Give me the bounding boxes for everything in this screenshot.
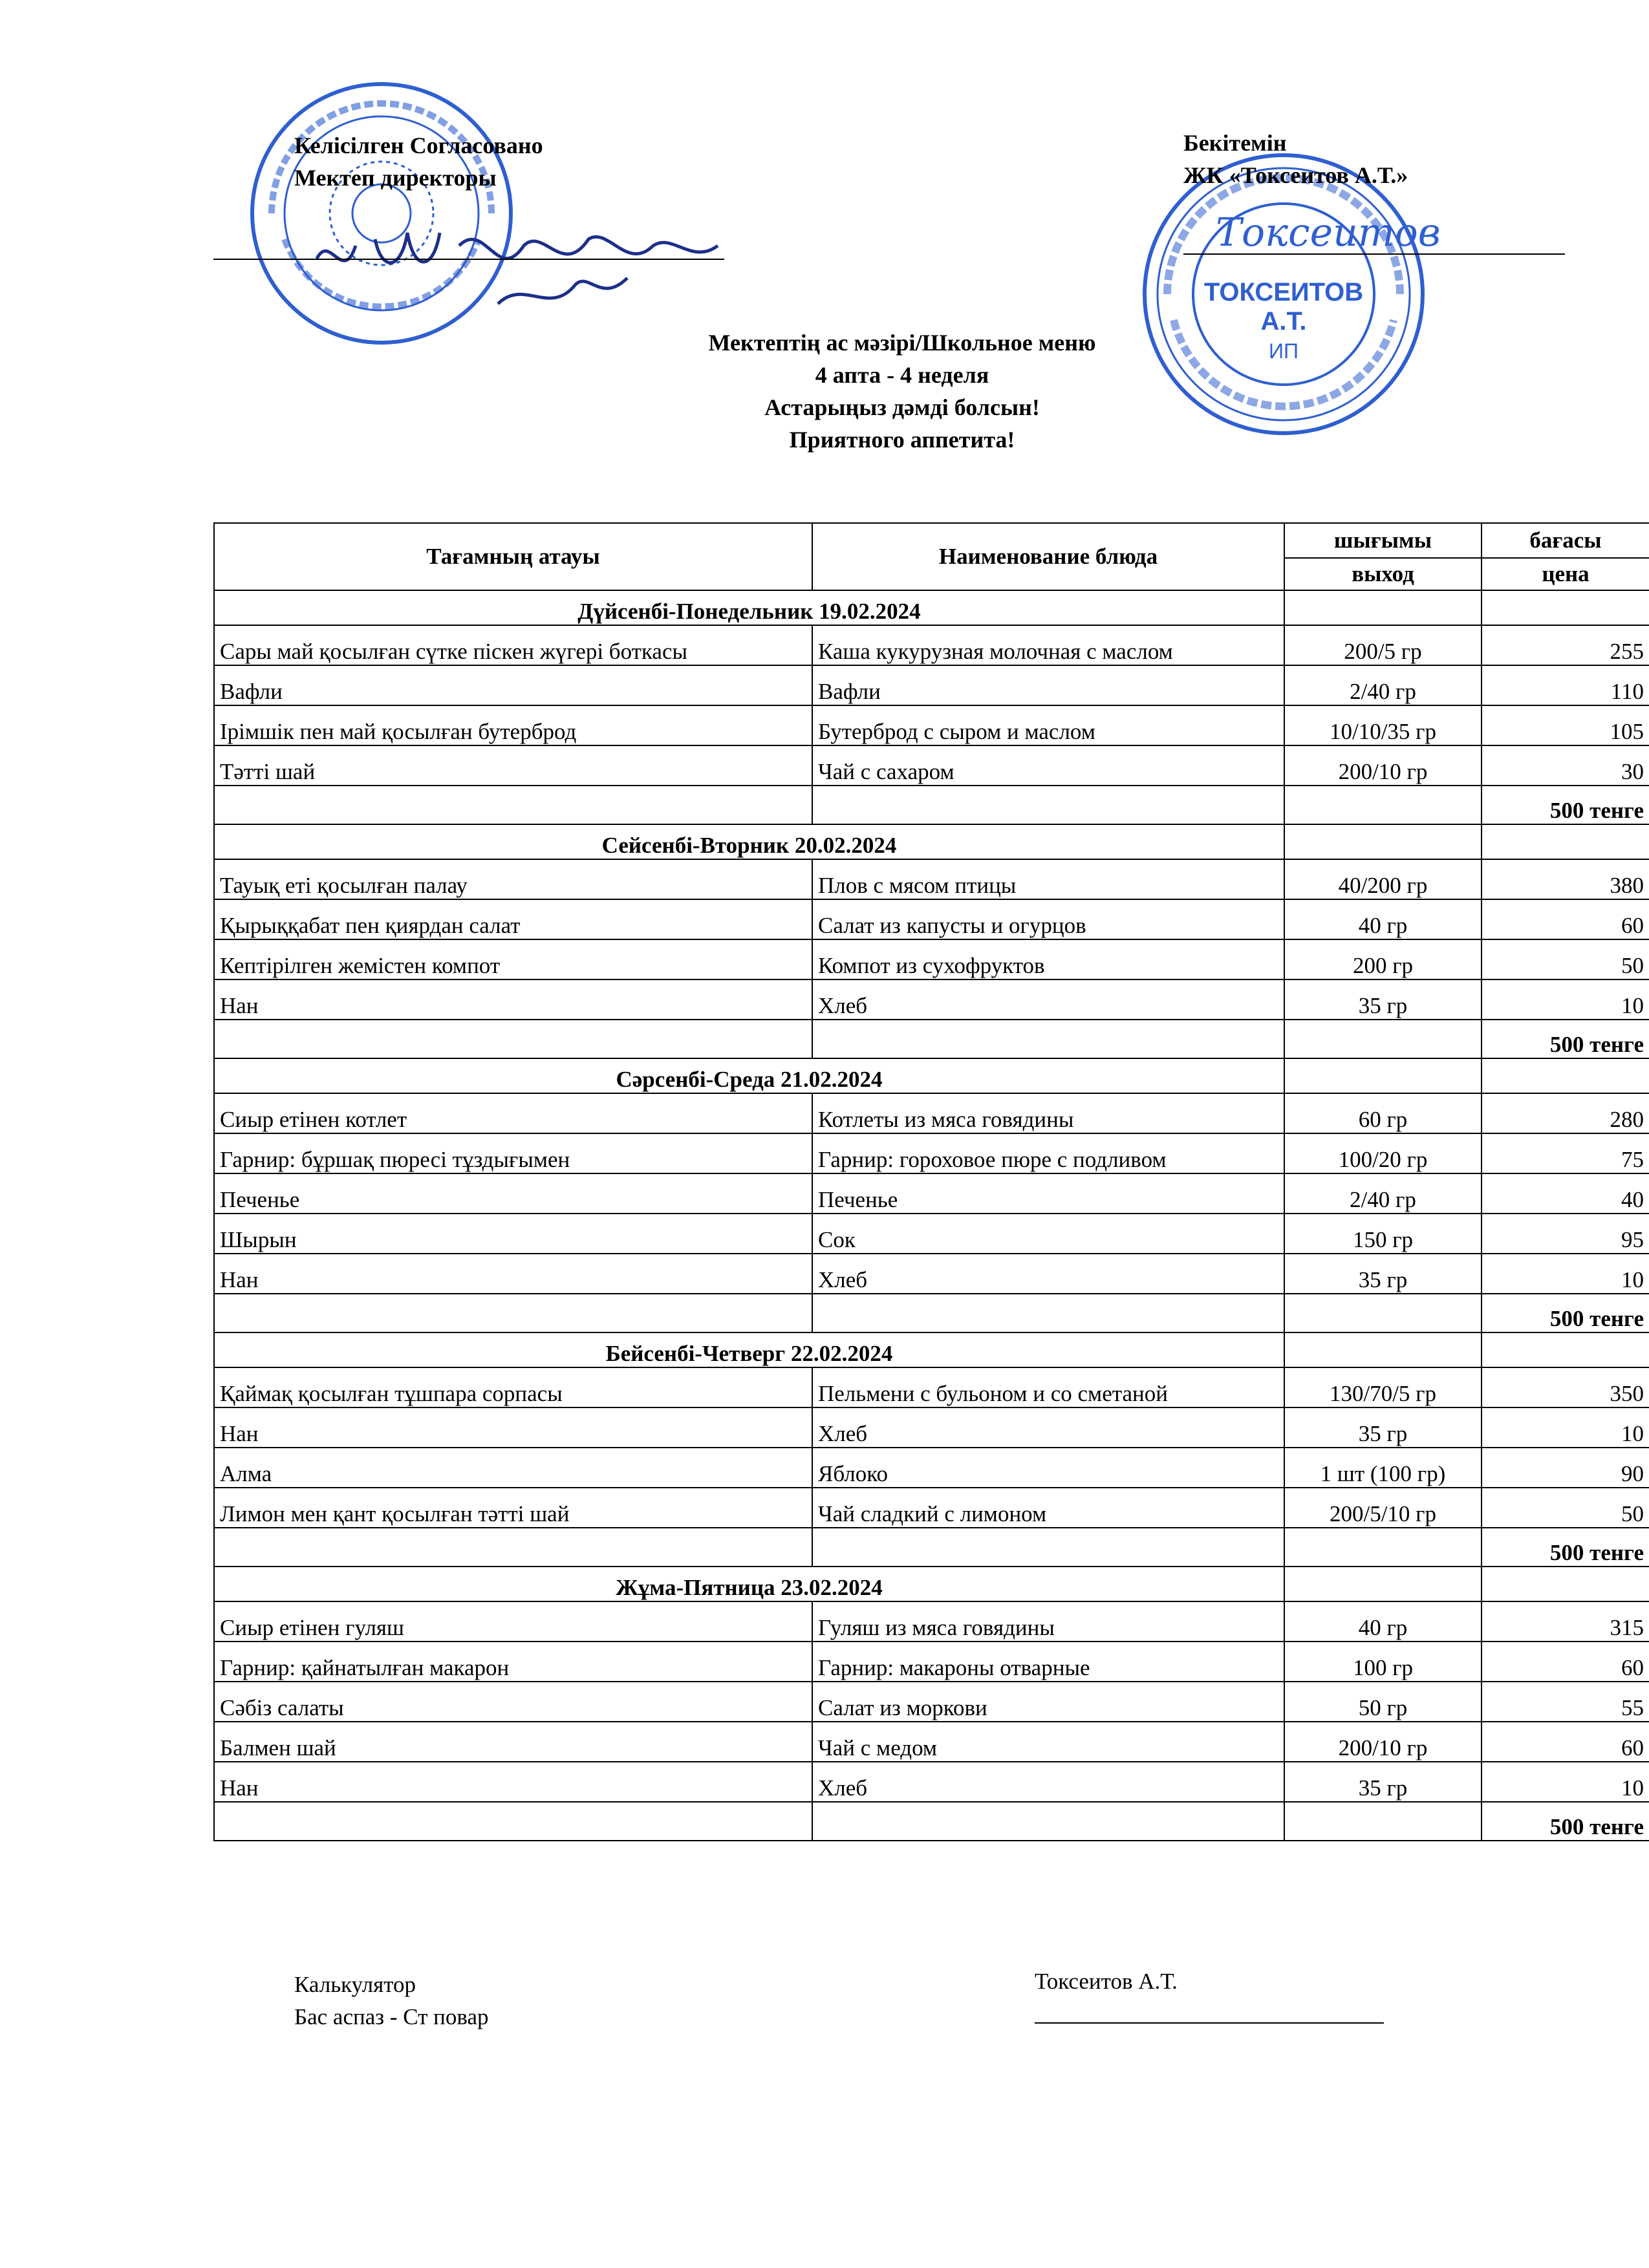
footer-signatory-name: Токсеитов А.Т. bbox=[1035, 1969, 1178, 1994]
dish-name-kk: Вафли bbox=[214, 665, 812, 705]
dish-price: 110 bbox=[1482, 665, 1649, 705]
dish-output: 200/10 гр bbox=[1284, 1722, 1482, 1762]
dish-output: 35 гр bbox=[1284, 1762, 1482, 1802]
dish-name-kk: Тәтті шай bbox=[214, 745, 812, 786]
dish-name-ru: Хлеб bbox=[812, 1762, 1284, 1802]
dish-output: 100/20 гр bbox=[1284, 1133, 1482, 1173]
dish-price: 60 bbox=[1482, 1642, 1649, 1682]
day-header-row bbox=[214, 590, 1649, 625]
dish-output: 10/10/35 гр bbox=[1284, 705, 1482, 745]
footer-left bbox=[294, 1969, 489, 2033]
table-row bbox=[214, 1214, 1649, 1254]
dish-name-ru: Хлеб bbox=[812, 1407, 1284, 1448]
dish-price: 10 bbox=[1482, 1407, 1649, 1448]
table-row bbox=[214, 1682, 1649, 1722]
table-row bbox=[214, 705, 1649, 745]
column-header-price-kk: бағасы bbox=[1482, 523, 1649, 558]
dish-name-kk: Гарнир: қайнатылған макарон bbox=[214, 1642, 812, 1682]
approval-left bbox=[294, 129, 543, 194]
day-total: 500 тенге bbox=[1482, 1294, 1649, 1332]
column-header-output-ru: выход bbox=[1284, 558, 1482, 590]
dish-output: 200/10 гр bbox=[1284, 745, 1482, 786]
total-blank-ru bbox=[812, 786, 1284, 824]
total-blank-ru bbox=[812, 1802, 1284, 1841]
approval-right-name: ЖК «Токсеитов А.Т.» bbox=[1183, 162, 1408, 188]
total-blank-output bbox=[1284, 786, 1482, 824]
table-row bbox=[214, 1722, 1649, 1762]
total-blank-kk bbox=[214, 1528, 812, 1567]
dish-name-ru: Печенье bbox=[812, 1173, 1284, 1214]
footer-right bbox=[1035, 1965, 1178, 1998]
dish-name-kk: Қырыққабат пен қиярдан салат bbox=[214, 899, 812, 939]
dish-output: 200/5/10 гр bbox=[1284, 1488, 1482, 1528]
column-header-output-kk: шығымы bbox=[1284, 523, 1482, 558]
dish-name-ru: Бутерброд с сыром и маслом bbox=[812, 705, 1284, 745]
table-row bbox=[214, 899, 1649, 939]
dish-name-kk: Балмен шай bbox=[214, 1722, 812, 1762]
approval-left-position: Мектеп директоры bbox=[294, 165, 497, 191]
dish-price: 50 bbox=[1482, 939, 1649, 979]
dish-price: 90 bbox=[1482, 1448, 1649, 1488]
dish-name-ru: Плов с мясом птицы bbox=[812, 859, 1284, 899]
dish-output: 40 гр bbox=[1284, 899, 1482, 939]
table-row bbox=[214, 1133, 1649, 1173]
day-output-cell bbox=[1284, 824, 1482, 859]
dish-output: 40 гр bbox=[1284, 1601, 1482, 1642]
total-row bbox=[214, 1802, 1649, 1841]
day-output-cell bbox=[1284, 590, 1482, 625]
dish-output: 40/200 гр bbox=[1284, 859, 1482, 899]
total-blank-kk bbox=[214, 1294, 812, 1332]
day-title: Бейсенбі-Четверг 22.02.2024 bbox=[214, 1332, 1284, 1367]
dish-output: 35 гр bbox=[1284, 1254, 1482, 1294]
dish-name-ru: Салат из моркови bbox=[812, 1682, 1284, 1722]
dish-price: 380 bbox=[1482, 859, 1649, 899]
total-row bbox=[214, 786, 1649, 824]
dish-price: 280 bbox=[1482, 1093, 1649, 1133]
dish-name-ru: Яблоко bbox=[812, 1448, 1284, 1488]
dish-name-kk: Кептірілген жемістен компот bbox=[214, 939, 812, 979]
table-row bbox=[214, 1601, 1649, 1642]
dish-price: 350 bbox=[1482, 1367, 1649, 1407]
dish-name-ru: Пельмени с бульоном и со сметаной bbox=[812, 1367, 1284, 1407]
total-blank-output bbox=[1284, 1294, 1482, 1332]
dish-output: 150 гр bbox=[1284, 1214, 1482, 1254]
table-row bbox=[214, 665, 1649, 705]
day-total: 500 тенге bbox=[1482, 1802, 1649, 1841]
dish-output: 2/40 гр bbox=[1284, 665, 1482, 705]
day-output-cell bbox=[1284, 1058, 1482, 1093]
day-title: Жұма-Пятница 23.02.2024 bbox=[214, 1567, 1284, 1601]
director-signature bbox=[304, 207, 770, 323]
total-blank-kk bbox=[214, 1020, 812, 1058]
dish-name-ru: Чай с медом bbox=[812, 1722, 1284, 1762]
dish-name-kk: Гарнир: бұршақ пюресі тұздығымен bbox=[214, 1133, 812, 1173]
dish-name-kk: Нан bbox=[214, 1407, 812, 1448]
dish-price: 55 bbox=[1482, 1682, 1649, 1722]
dish-name-ru: Салат из капусты и огурцов bbox=[812, 899, 1284, 939]
approval-right-title: Бекітемін bbox=[1183, 130, 1287, 156]
table-row bbox=[214, 939, 1649, 979]
dish-name-ru: Гарнир: макароны отварные bbox=[812, 1642, 1284, 1682]
dish-name-ru: Котлеты из мяса говядины bbox=[812, 1093, 1284, 1133]
dish-price: 60 bbox=[1482, 899, 1649, 939]
menu-table-body bbox=[214, 590, 1649, 1841]
dish-price: 50 bbox=[1482, 1488, 1649, 1528]
dish-name-ru: Хлеб bbox=[812, 979, 1284, 1020]
day-output-cell bbox=[1284, 1332, 1482, 1367]
dish-name-kk: Сиыр етінен гуляш bbox=[214, 1601, 812, 1642]
dish-name-kk: Нан bbox=[214, 1762, 812, 1802]
dish-output: 200/5 гр bbox=[1284, 625, 1482, 665]
approval-left-title: Келісілген Согласовано bbox=[294, 133, 543, 158]
approval-right bbox=[1183, 127, 1408, 191]
dish-name-kk: Ірімшік пен май қосылған бутерброд bbox=[214, 705, 812, 745]
day-total: 500 тенге bbox=[1482, 1528, 1649, 1567]
table-row bbox=[214, 1367, 1649, 1407]
dish-price: 10 bbox=[1482, 1254, 1649, 1294]
day-header-row bbox=[214, 1567, 1649, 1601]
day-title: Дүйсенбі-Понедельник 19.02.2024 bbox=[214, 590, 1284, 625]
dish-price: 255 bbox=[1482, 625, 1649, 665]
dish-price: 315 bbox=[1482, 1601, 1649, 1642]
day-price-cell bbox=[1482, 824, 1649, 859]
stamp-handwritten-name: Токсеитов bbox=[1216, 210, 1441, 255]
day-total: 500 тенге bbox=[1482, 786, 1649, 824]
table-row bbox=[214, 979, 1649, 1020]
table-row bbox=[214, 1448, 1649, 1488]
dish-output: 2/40 гр bbox=[1284, 1173, 1482, 1214]
dish-output: 200 гр bbox=[1284, 939, 1482, 979]
total-blank-ru bbox=[812, 1020, 1284, 1058]
day-total: 500 тенге bbox=[1482, 1020, 1649, 1058]
dish-output: 1 шт (100 гр) bbox=[1284, 1448, 1482, 1488]
signature-line-right bbox=[1183, 253, 1565, 255]
dish-output: 100 гр bbox=[1284, 1642, 1482, 1682]
dish-name-kk: Печенье bbox=[214, 1173, 812, 1214]
dish-name-kk: Нан bbox=[214, 979, 812, 1020]
total-row bbox=[214, 1020, 1649, 1058]
dish-name-ru: Вафли bbox=[812, 665, 1284, 705]
day-header-row bbox=[214, 1058, 1649, 1093]
day-price-cell bbox=[1482, 1332, 1649, 1367]
dish-output: 50 гр bbox=[1284, 1682, 1482, 1722]
table-row bbox=[214, 625, 1649, 665]
table-row bbox=[214, 1093, 1649, 1133]
day-title: Сейсенбі-Вторник 20.02.2024 bbox=[214, 824, 1284, 859]
day-price-cell bbox=[1482, 1567, 1649, 1601]
table-row bbox=[214, 1762, 1649, 1802]
footer-signature-line bbox=[1035, 2022, 1384, 2024]
day-header-row bbox=[214, 1332, 1649, 1367]
dish-price: 60 bbox=[1482, 1722, 1649, 1762]
dish-name-kk: Лимон мен қант қосылған тәтті шай bbox=[214, 1488, 812, 1528]
dish-name-ru: Сок bbox=[812, 1214, 1284, 1254]
total-row bbox=[214, 1528, 1649, 1567]
dish-name-kk: Нан bbox=[214, 1254, 812, 1294]
dish-output: 130/70/5 гр bbox=[1284, 1367, 1482, 1407]
total-blank-ru bbox=[812, 1294, 1284, 1332]
day-header-row bbox=[214, 824, 1649, 859]
column-header-price-ru: цена bbox=[1482, 558, 1649, 590]
day-price-cell bbox=[1482, 590, 1649, 625]
dish-name-kk: Шырын bbox=[214, 1214, 812, 1254]
day-output-cell bbox=[1284, 1567, 1482, 1601]
menu-table bbox=[213, 522, 1649, 1841]
total-row bbox=[214, 1294, 1649, 1332]
dish-price: 10 bbox=[1482, 979, 1649, 1020]
stamp-center-text: ТОКСЕИТОВ А.Т. bbox=[1203, 278, 1364, 336]
dish-price: 40 bbox=[1482, 1173, 1649, 1214]
day-title: Сәрсенбі-Среда 21.02.2024 bbox=[214, 1058, 1284, 1093]
dish-name-ru: Чай сладкий с лимоном bbox=[812, 1488, 1284, 1528]
column-header-ru: Наименование блюда bbox=[812, 523, 1284, 590]
day-price-cell bbox=[1482, 1058, 1649, 1093]
total-blank-kk bbox=[214, 786, 812, 824]
dish-name-kk: Тауық еті қосылған палау bbox=[214, 859, 812, 899]
dish-output: 35 гр bbox=[1284, 1407, 1482, 1448]
dish-name-ru: Хлеб bbox=[812, 1254, 1284, 1294]
dish-output: 35 гр bbox=[1284, 979, 1482, 1020]
column-header-kk: Тағамның атауы bbox=[214, 523, 812, 590]
dish-name-ru: Компот из сухофруктов bbox=[812, 939, 1284, 979]
total-blank-output bbox=[1284, 1020, 1482, 1058]
dish-price: 75 bbox=[1482, 1133, 1649, 1173]
table-row bbox=[214, 1642, 1649, 1682]
dish-name-ru: Гуляш из мяса говядины bbox=[812, 1601, 1284, 1642]
table-row bbox=[214, 859, 1649, 899]
document-title bbox=[530, 326, 1274, 456]
title-line-2: 4 апта - 4 неделя bbox=[815, 362, 989, 388]
table-row bbox=[214, 1173, 1649, 1214]
total-blank-ru bbox=[812, 1528, 1284, 1567]
dish-name-ru: Гарнир: гороховое пюре с подливом bbox=[812, 1133, 1284, 1173]
dish-name-kk: Сиыр етінен котлет bbox=[214, 1093, 812, 1133]
dish-name-ru: Каша кукурузная молочная с маслом bbox=[812, 625, 1284, 665]
dish-name-kk: Сары май қосылған сүтке піскен жүгері боткасы bbox=[214, 625, 812, 665]
footer-chef-label: Бас аспаз - Ст повар bbox=[294, 2004, 489, 2029]
dish-name-kk: Қаймақ қосылған тұшпара сорпасы bbox=[214, 1367, 812, 1407]
table-row bbox=[214, 1254, 1649, 1294]
dish-name-kk: Сәбіз салаты bbox=[214, 1682, 812, 1722]
title-line-3: Астарыңыз дәмді болсын! bbox=[764, 394, 1040, 420]
dish-name-kk: Алма bbox=[214, 1448, 812, 1488]
dish-price: 10 bbox=[1482, 1762, 1649, 1802]
footer-calculator-label: Калькулятор bbox=[294, 1972, 416, 1997]
table-row bbox=[214, 1488, 1649, 1528]
dish-output: 60 гр bbox=[1284, 1093, 1482, 1133]
table-row bbox=[214, 745, 1649, 786]
dish-price: 95 bbox=[1482, 1214, 1649, 1254]
dish-price: 105 bbox=[1482, 705, 1649, 745]
dish-name-ru: Чай с сахаром bbox=[812, 745, 1284, 786]
signature-line-left bbox=[213, 259, 724, 260]
title-line-4: Приятного аппетита! bbox=[789, 427, 1015, 453]
total-blank-output bbox=[1284, 1528, 1482, 1567]
total-blank-kk bbox=[214, 1802, 812, 1841]
stamp-bottom-text: ИП bbox=[1269, 339, 1299, 363]
title-line-1: Мектептің ас мәзірі/Школьное меню bbox=[708, 330, 1096, 356]
total-blank-output bbox=[1284, 1802, 1482, 1841]
dish-price: 30 bbox=[1482, 745, 1649, 786]
table-row bbox=[214, 1407, 1649, 1448]
